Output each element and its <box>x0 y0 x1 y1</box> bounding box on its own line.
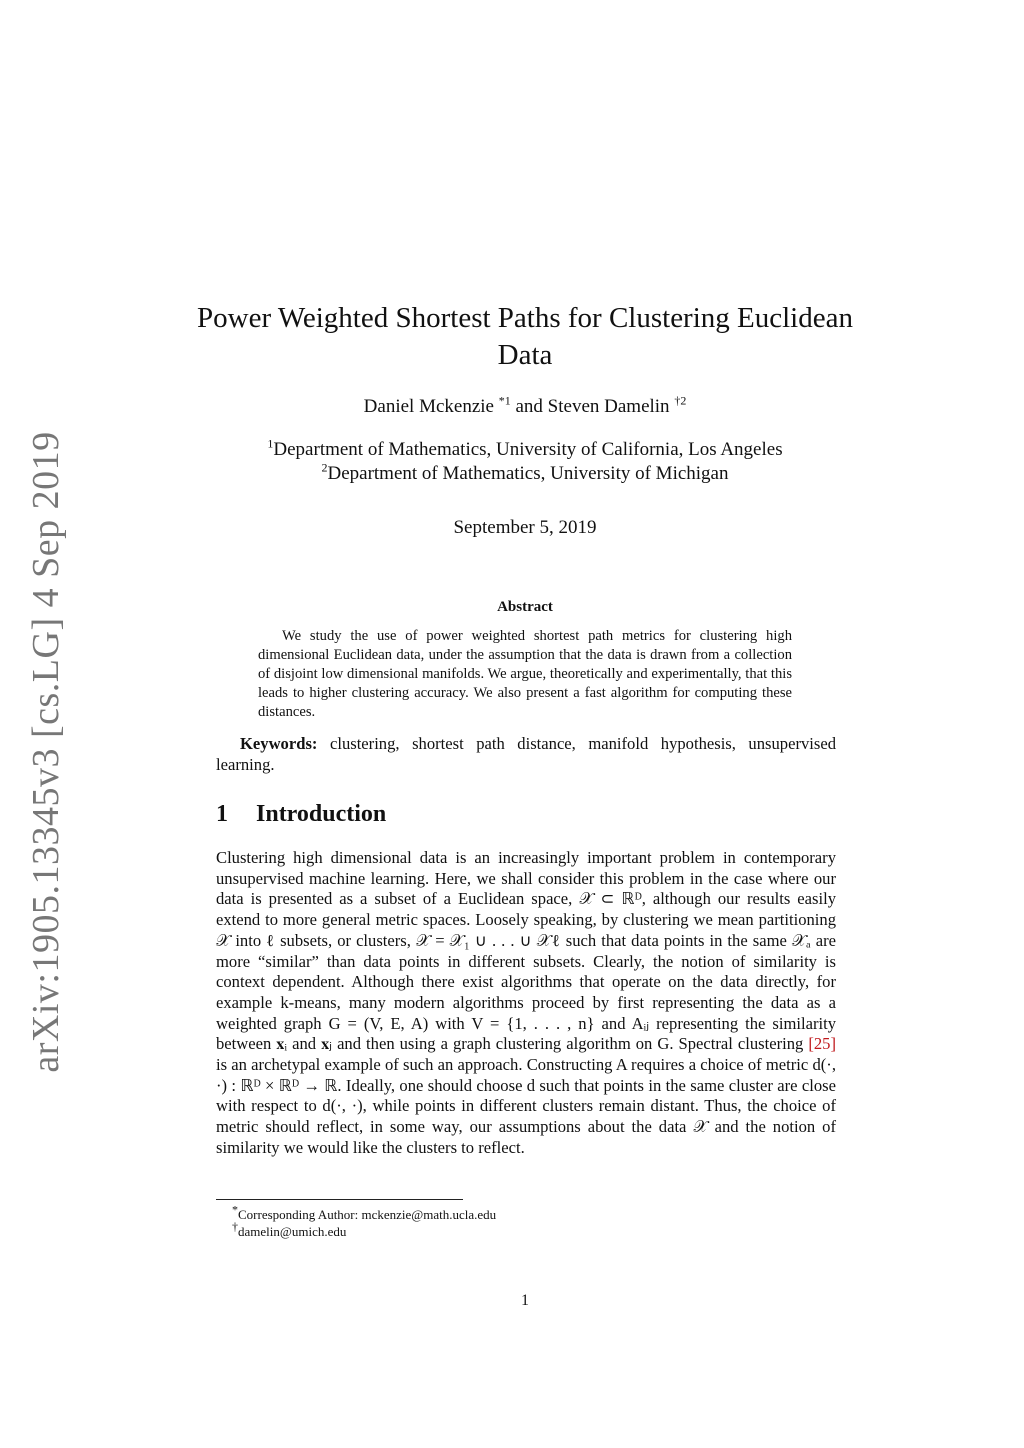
keywords-paragraph <box>216 733 836 775</box>
author-1-name: Daniel Mckenzie <box>363 396 494 417</box>
footnote-2 <box>232 1219 496 1240</box>
intro-paragraph <box>216 848 836 1159</box>
footnote-2-mark: † <box>232 1219 238 1234</box>
arxiv-sidebar <box>0 0 80 1448</box>
affiliation-2-text: Department of Mathematics, University of Michigan <box>327 463 729 484</box>
section-title: Introduction <box>256 801 387 827</box>
author-2-name: Steven Damelin <box>547 396 670 417</box>
author-2-marks: †2 <box>674 393 687 408</box>
footnote-divider <box>216 1199 463 1200</box>
abstract-heading: Abstract <box>497 599 553 615</box>
intro-text-part-1: Clustering high dimensional data is an increasingly important problem in contemporary unsupervised machine learning. Here, we shall consider this problem in the case where our data is presented as a subset of a Euclidean space, 𝒳 ⊂ ℝᴰ, although our results easily extend to more general metric spaces. Loosely speaking, by clustering we mean partitioning 𝒳 into ℓ subsets, or clusters, 𝒳 = 𝒳₁ ∪ . . . ∪ 𝒳ℓ such that data points in the same 𝒳ₐ are more “similar” than data points in different subsets. Clearly, the notion of similarity is context dependent. Although there exist algorithms that operate on the data directly, for example k-means, many modern algorithms proceed by first representing the data as a weighted graph G = (V, E, A) with V = {1, . . . , n} and Aᵢⱼ representing the similarity between 𝐱ᵢ and 𝐱ⱼ and then using a graph clustering algorithm on G. Spectral clustering <box>216 848 836 1054</box>
intro-text-part-2: is an archetypal example of such an approach. Constructing A requires a choice of metric d(·, ·) : ℝᴰ × ℝᴰ → ℝ. Ideally, one should choose d such that points in the same cluster are close with respect to d(·, ·), while points in different clusters remain distant. Thus, the choice of metric should reflect, in some way, our assumptions about the data 𝒳 and the notion of similarity we would like the clusters to reflect. <box>216 1055 836 1157</box>
author-1-marks: *1 <box>498 393 511 408</box>
citation-link[interactable]: [25] <box>808 1034 836 1054</box>
footnotes <box>232 1202 497 1240</box>
affiliation-2-mark: 2 <box>321 460 328 475</box>
footnote-1-mark: * <box>232 1202 238 1217</box>
author-connector: and <box>515 396 543 417</box>
footnote-2-text: damelin@umich.edu <box>238 1224 347 1239</box>
section-number: 1 <box>216 801 228 827</box>
affiliation-1-text: Department of Mathematics, University of California, Los Angeles <box>273 439 783 460</box>
keywords-label: Keywords: <box>240 734 318 753</box>
affiliation-2 <box>180 462 870 486</box>
page-number: 1 <box>521 1292 529 1309</box>
paper-title: Power Weighted Shortest Paths for Clustering Euclidean Data <box>197 302 853 371</box>
arxiv-identifier: arXiv:1905.13345v3 [cs.LG] 4 Sep 2019 <box>25 431 67 1073</box>
abstract-text: We study the use of power weighted shortest path metrics for clustering high dimensional Euclidean data, under the assumption that the data is drawn from a collection of disjoint low dimensional manifolds. We argue, theoretically and experimentally, that this leads to higher clustering accuracy. We also present a fast algorithm for computing these distances. <box>258 628 792 720</box>
author-line <box>180 393 870 418</box>
footnote-1-text: Corresponding Author: mckenzie@math.ucla.edu <box>238 1207 497 1222</box>
affiliations <box>180 438 870 486</box>
affiliation-1-mark: 1 <box>267 436 274 451</box>
section-heading <box>216 801 386 828</box>
keywords-text: clustering, shortest path distance, manifold hypothesis, unsupervised learning. <box>216 734 836 774</box>
affiliation-1 <box>180 438 870 462</box>
paper-date: September 5, 2019 <box>453 517 597 538</box>
footnote-1 <box>232 1202 497 1223</box>
